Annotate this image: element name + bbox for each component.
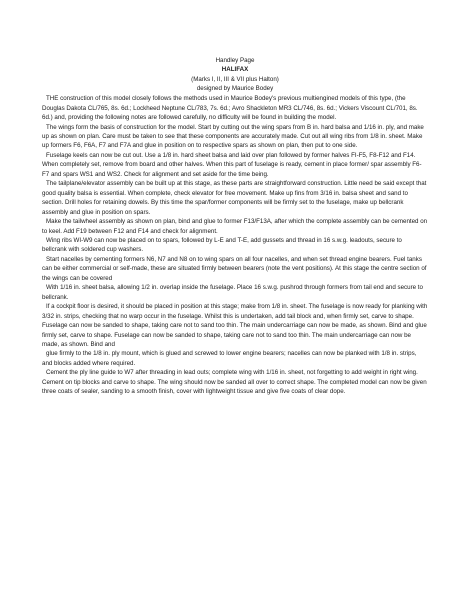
paragraph: Start nacelles by cementing formers N6, N7 and N8 on to wing spars on all four nacelles, and when set thread engine bearers. Fuel tanks can be either commercial or self-made, these are situated firmly between bearers (note the vent positions). At this stage the centre section of the wings can be covered — [42, 255, 427, 282]
paragraph: Make the tailwheel assembly as shown on plan, bind and glue to former F13/F13A, after which the complete assembly can be cemented on to keel. Add F19 between F12 and F14 and check for alignment. — [42, 218, 428, 235]
paragraph: THE construction of this model closely follows the methods used in Maurice Bodey's previous multiengined models of this type, (the Douglas Dakota CL/765, 8s. 6d.; Lockheed Neptune CL/783, 7s. 6d.; Avro Shackleton MR3 CL/746, 8s. 6d.; Vickers Viscount CL/701, 8s. 6d.) and, providing the following notes are followed carefully, no difficulty will be found in building the model. — [42, 95, 418, 122]
document-title: HALIFAX — [221, 66, 249, 74]
paragraph: Fuselage keels can now be cut out. Use a 1/8 in. hard sheet balsa and laid over plan followed by former halves FI-F5, F8-F12 and F14. When completely set, remove from board and other halves. When this part of fuselage is ready, cement in place former/ spar assembly F6-F7 and spars WS1 and WS2. Check for alignment and set aside for the time being. — [42, 151, 422, 178]
paragraph: With 1/16 in. sheet balsa, allowing 1/2 in. overlap inside the fuselage. Place 16 s.w.g. pushrod through formers from tail end and secure to bellcrank. — [42, 284, 423, 301]
paragraph: Cement the ply line guide to W7 after threading in lead outs; complete wing with 1/16 in. sheet, not forgetting to add weight in right wing. Cement on tip blocks and carve to shape. The wing should now be sanded all over to correct shape. The completed model can now be given three coats of sealer, sanding to a smooth finish, cover with lightweight tissue and give five coats of clear dope. — [42, 369, 427, 396]
paragraph: glue firmly to the 1/8 in. ply mount, which is glued and screwed to lower engine bearers; nacelles can now be planked with 1/8 in. strips, and blocks added where required. — [42, 350, 417, 367]
paragraph: If a cockpit floor is desired, it should be placed in position at this stage; make from 1/8 in. sheet. The fuselage is now ready for planking with 3/32 in. strips, checking that no warp occur in the fuselage. Whilst this is undertaken, add tail block and, when firmly set, carve to shape. Fuselage can now be sanded to shape, taking care not to sand too thin. The main undercarriage can now be made, as shown. Bind and glue firmly set, carve to shape. Fuselage can now be sanded to shape, taking care not to sand too thin. The main undercarriage can now be made, as shown. Bind and — [42, 303, 428, 348]
document-body — [42, 94, 428, 397]
document-author: designed by Maurice Bodey — [196, 84, 274, 92]
paragraph: The wings form the basis of construction for the model. Start by cutting out the wing spars from B in. hard balsa and 1/16 in. ply, and make up as shown on plan. Care must be taken to see that these components are accurately made. Cut out all wing ribs from 1/8 in. sheet. Make up formers F6, F6A, F7 and F7A and glue in position on to respective spars as shown on plan, then put to one side. — [42, 123, 424, 150]
paragraph: Wing ribs WI-W9 can now be placed on to spars, followed by L-E and T-E, add gussets and thread in 16 s.w.g. leadouts, secure to bellcrank with soldered cup washers. — [42, 236, 402, 254]
aircraft-maker: Handley Page — [215, 57, 255, 64]
document-header — [42, 56, 428, 93]
document-subtitle: (Marks I, II, III & VII plus Halton) — [191, 75, 279, 83]
paragraph: The tailplane/elevator assembly can be built up at this stage, as these parts are straightforward construction. Little need be said except that good quality balsa is essential. When complete, check elevator for free movement. Make up fins from 3/16 in. balsa sheet and sand to section. Drill holes for retaining dowels. By this time the spar/former components will be firmly set to the fuselage, make up bellcrank assembly and glue in position on spars. — [42, 180, 427, 216]
